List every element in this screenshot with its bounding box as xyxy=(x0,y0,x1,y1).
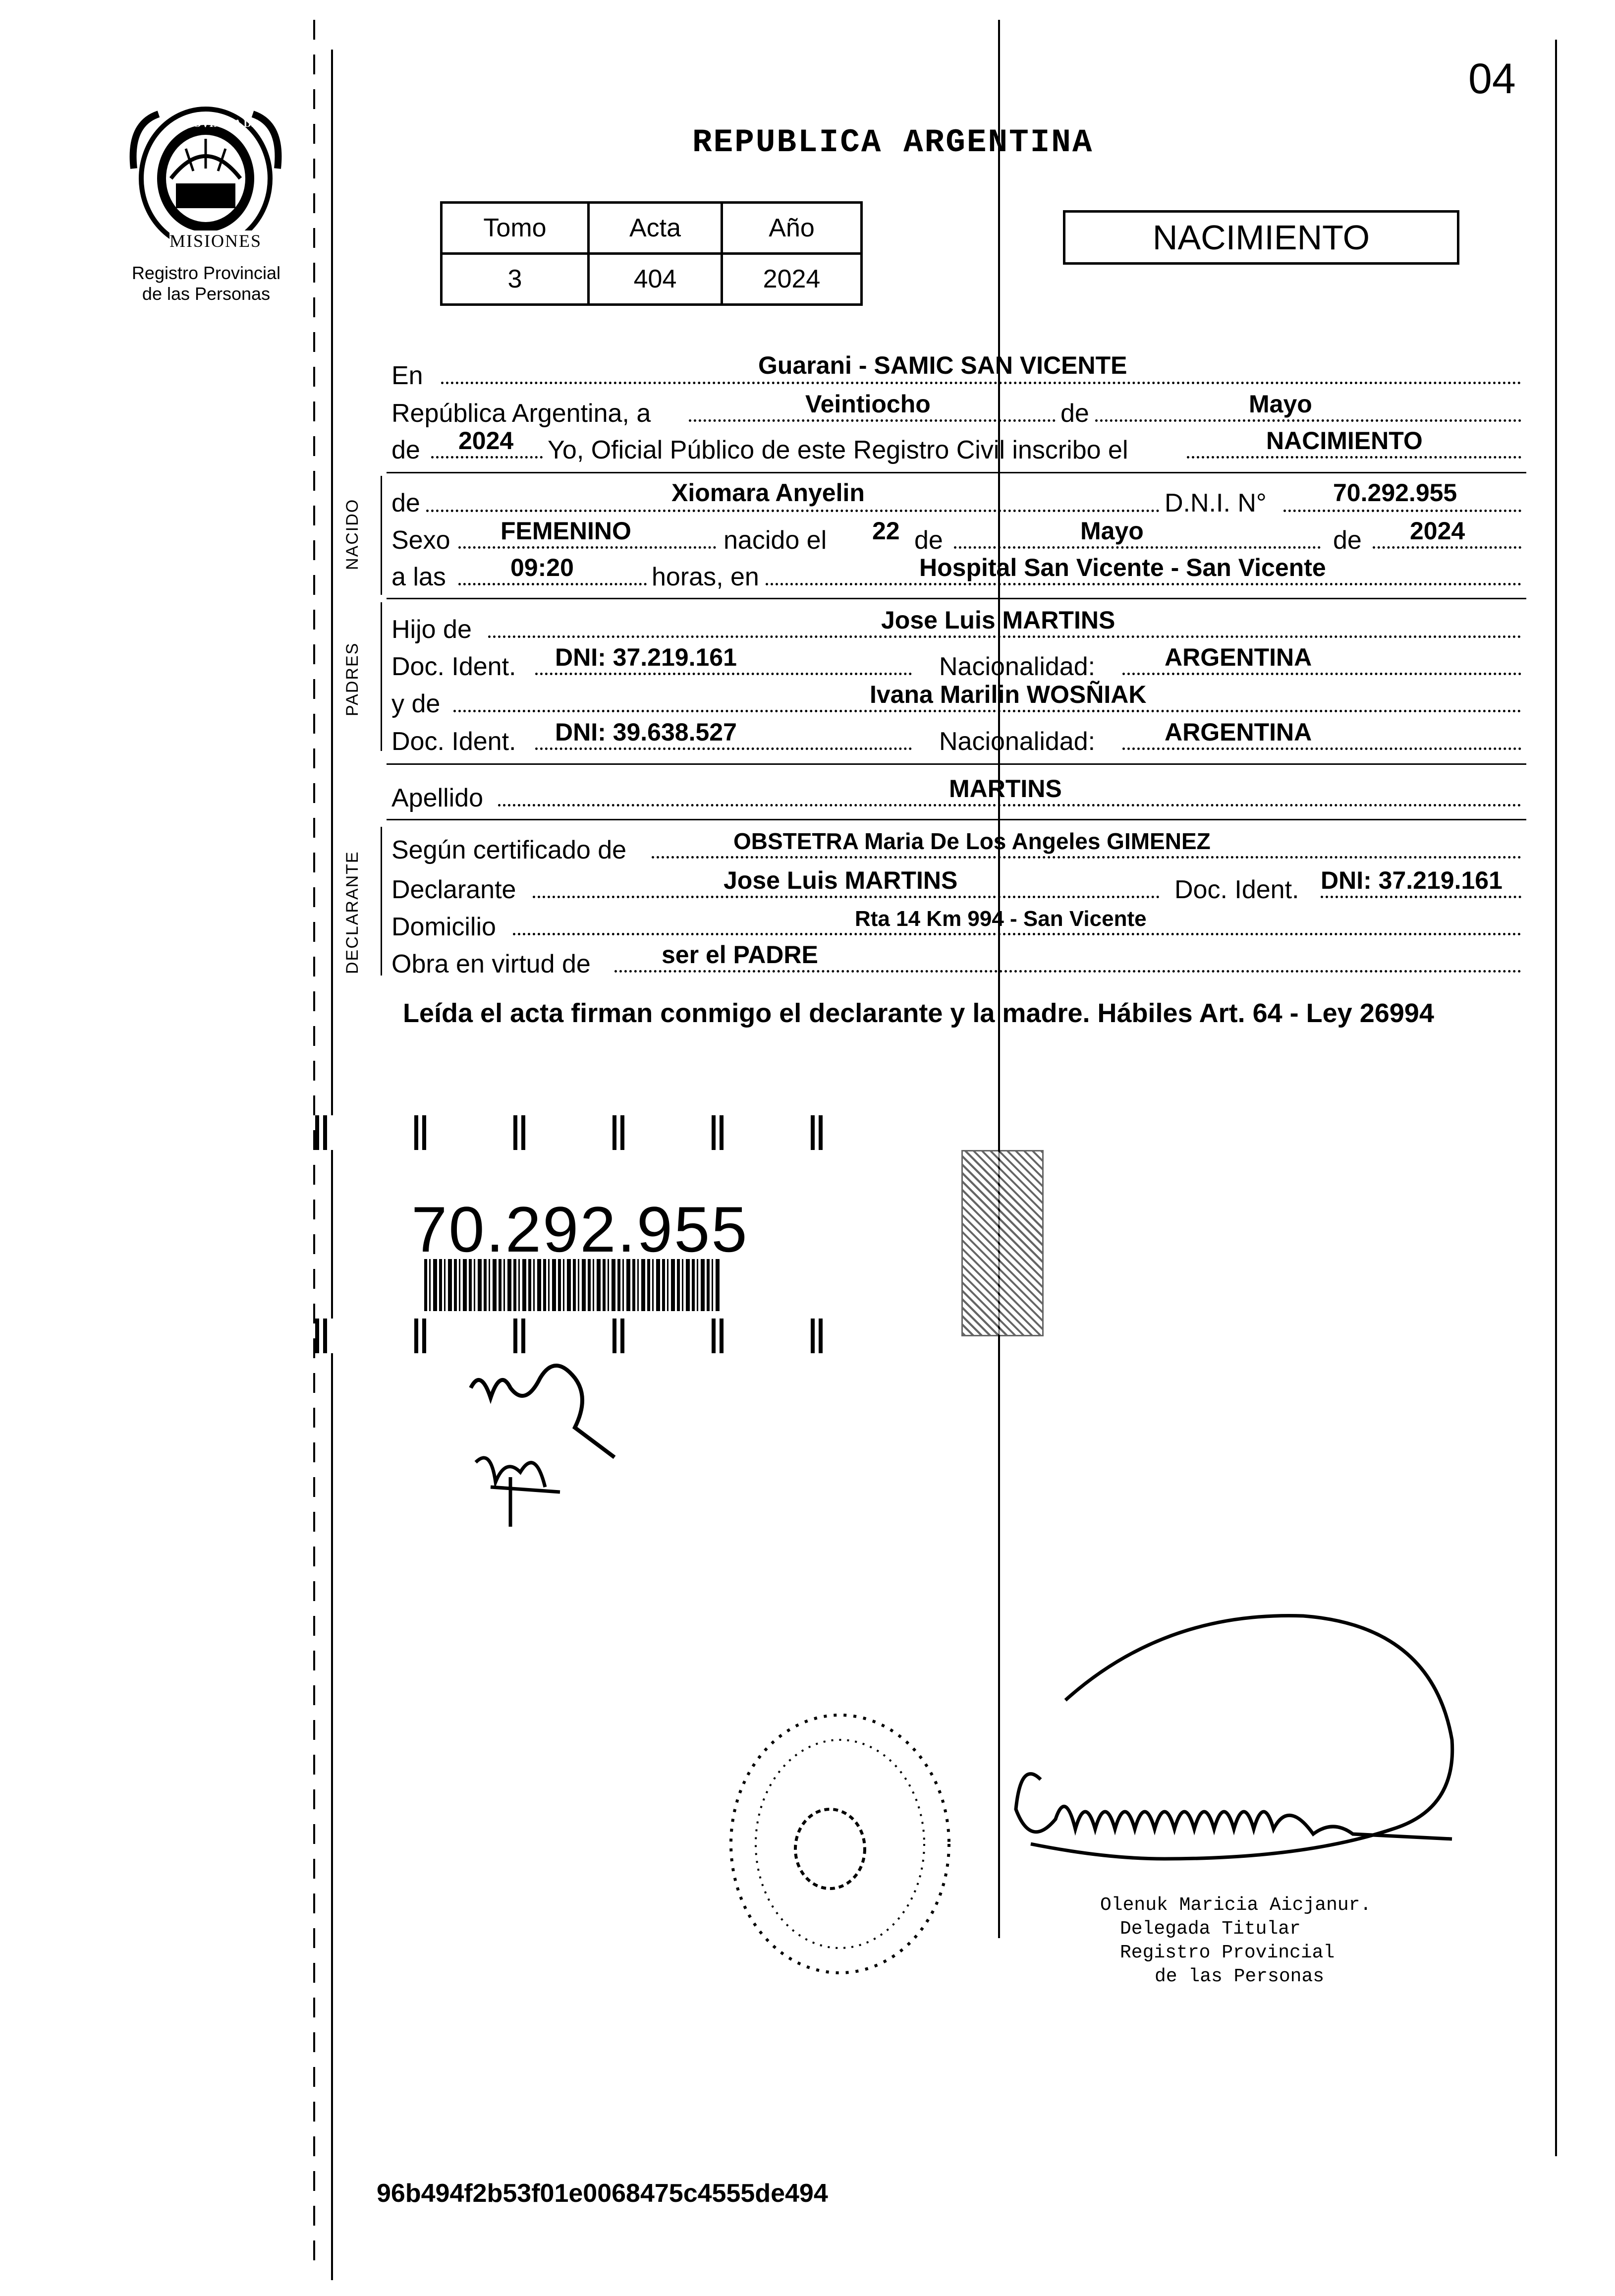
day-value: Veintiocho xyxy=(805,390,931,418)
father-doc-label: Doc. Ident. xyxy=(391,652,516,681)
dni-value: 70.292.955 xyxy=(1333,479,1457,507)
obra-label: Obra en virtud de xyxy=(391,950,591,978)
declarante-label: Declarante xyxy=(391,875,516,904)
mother-nationality-label: Nacionalidad: xyxy=(939,727,1096,756)
value-acta: 404 xyxy=(589,254,722,305)
certificado-value: OBSTETRA Maria De Los Angeles GIMENEZ xyxy=(733,828,1211,854)
year-dots xyxy=(431,456,543,459)
time-dots xyxy=(458,583,647,585)
mother-doc-label: Doc. Ident. xyxy=(391,727,516,756)
day-dots xyxy=(689,419,1056,422)
barcode-icon xyxy=(424,1259,722,1311)
sexo-dots xyxy=(458,546,716,549)
seal-text-bottom: MISIONES xyxy=(169,231,262,251)
place-value: Hospital San Vicente - San Vicente xyxy=(919,554,1326,581)
nacido-name-value: Xiomara Anyelin xyxy=(671,479,865,507)
declarante-doc-dots xyxy=(1321,896,1521,898)
official-stamp-seal xyxy=(721,1705,959,1983)
certificado-label: Según certificado de xyxy=(391,836,627,864)
month-value: Mayo xyxy=(1249,390,1312,418)
declarante-doc-label: Doc. Ident. xyxy=(1174,875,1299,904)
father-name-dots xyxy=(488,635,1521,638)
father-nationality-label: Nacionalidad: xyxy=(939,652,1096,681)
mother-name-value: Ivana Marilin WOSÑIAK xyxy=(870,681,1147,708)
de-label-2: de xyxy=(914,526,943,555)
value-tomo: 3 xyxy=(442,254,589,305)
birth-month-dots xyxy=(954,546,1321,549)
dni-label: D.N.I. N° xyxy=(1165,489,1267,517)
value-anio: 2024 xyxy=(722,254,862,305)
en-label: En xyxy=(391,361,423,390)
header-anio: Año xyxy=(722,203,862,254)
mother-doc-dots xyxy=(535,747,912,750)
logo-caption-line2: de las Personas xyxy=(142,284,271,304)
official-registry: Registro Provincial xyxy=(1120,1942,1335,1963)
inscribo-dots xyxy=(1187,456,1521,459)
a-las-label: a las xyxy=(391,563,446,591)
record-table xyxy=(440,201,863,306)
dni-dots xyxy=(1283,510,1521,512)
sticker-number: 70.292.955 xyxy=(411,1193,749,1265)
yo-label: Yo, Oficial Público de este Registro Civil inscribo el xyxy=(548,436,1128,464)
seal-text-top: PROVINCIA DE xyxy=(178,117,259,129)
mother-nationality-dots xyxy=(1122,747,1521,750)
apellido-label: Apellido xyxy=(391,784,484,812)
nacido-section-label: NACIDO xyxy=(343,498,362,570)
time-value: 09:20 xyxy=(510,554,574,581)
obra-value: ser el PADRE xyxy=(662,941,818,969)
y-de-label: y de xyxy=(391,689,441,718)
birth-day-value: 22 xyxy=(872,517,900,545)
place-dots xyxy=(766,583,1521,585)
declarante-dots xyxy=(533,896,1160,898)
nacido-bracket xyxy=(381,476,382,595)
birth-month-value: Mayo xyxy=(1080,517,1144,545)
father-doc-dots xyxy=(535,673,912,675)
horas-en-label: horas, en xyxy=(652,563,759,591)
father-nationality-value: ARGENTINA xyxy=(1165,643,1312,671)
header-acta: Acta xyxy=(589,203,722,254)
logo-caption xyxy=(117,263,295,304)
right-margin-line xyxy=(1555,40,1557,2156)
nacido-name-dots xyxy=(426,510,1160,512)
obra-dots xyxy=(614,970,1521,973)
sticker-bottom-band xyxy=(315,1319,902,1353)
document-hash: 96b494f2b53f01e0068475c4555de494 xyxy=(377,2179,828,2208)
mother-nationality-value: ARGENTINA xyxy=(1165,718,1312,746)
divider-nacido xyxy=(387,598,1526,599)
father-name-value: Jose Luis MARTINS xyxy=(881,606,1115,634)
page-title: REPUBLICA ARGENTINA xyxy=(692,124,1094,161)
record-type-box: NACIMIENTO xyxy=(1063,210,1459,265)
nacido-de-label: de xyxy=(391,489,420,517)
apellido-value: MARTINS xyxy=(949,775,1062,803)
declarante-value: Jose Luis MARTINS xyxy=(724,866,958,894)
legal-text: Leída el acta firman conmigo el declarante y la madre. Hábiles Art. 64 - Ley 26994 xyxy=(403,998,1434,1028)
official-signature xyxy=(956,1601,1492,1908)
security-hologram-icon xyxy=(961,1150,1044,1336)
certificado-dots xyxy=(652,856,1521,859)
padres-bracket xyxy=(381,602,382,751)
header-tomo: Tomo xyxy=(442,203,589,254)
divider-padres xyxy=(387,763,1526,765)
sticker-top-band xyxy=(315,1115,902,1150)
declarante-doc-value: DNI: 37.219.161 xyxy=(1321,866,1503,894)
domicilio-value: Rta 14 Km 994 - San Vicente xyxy=(855,907,1147,931)
official-registry-2: de las Personas xyxy=(1155,1966,1325,1987)
declarant-signature xyxy=(461,1358,629,1537)
apellido-dots xyxy=(498,804,1521,806)
mother-doc-value: DNI: 39.638.527 xyxy=(555,718,737,746)
divider-intro xyxy=(387,472,1526,473)
year-value: 2024 xyxy=(458,427,514,455)
de2-label: de xyxy=(391,436,420,464)
logo-caption-line1: Registro Provincial xyxy=(131,263,281,283)
padres-section-label: PADRES xyxy=(343,642,362,716)
republica-label: República Argentina, a xyxy=(391,399,651,428)
en-value: Guarani - SAMIC SAN VICENTE xyxy=(758,351,1127,379)
sexo-label: Sexo xyxy=(391,526,450,555)
birth-year-dots xyxy=(1373,546,1521,549)
father-doc-value: DNI: 37.219.161 xyxy=(555,643,737,671)
page-number: 04 xyxy=(1468,55,1516,103)
inscribo-value: NACIMIENTO xyxy=(1266,427,1423,455)
declarante-bracket xyxy=(381,827,382,976)
birth-year-value: 2024 xyxy=(1410,517,1465,545)
mother-name-dots xyxy=(453,710,1521,712)
de-label-3: de xyxy=(1333,526,1362,555)
official-name: Olenuk Maricia Aicjanur. xyxy=(1100,1894,1372,1916)
hijo-de-label: Hijo de xyxy=(391,615,472,644)
official-role: Delegada Titular xyxy=(1120,1918,1301,1940)
domicilio-label: Domicilio xyxy=(391,913,496,941)
province-seal-logo xyxy=(124,104,287,258)
father-nationality-dots xyxy=(1122,673,1521,675)
sexo-value: FEMENINO xyxy=(501,517,631,545)
month-dots xyxy=(1095,419,1521,422)
declarante-section-label: DECLARANTE xyxy=(343,851,362,974)
de-label: de xyxy=(1060,399,1089,428)
official-signature-block xyxy=(1100,1894,1371,1989)
divider-apellido xyxy=(387,819,1526,820)
nacido-el-label: nacido el xyxy=(724,526,827,555)
en-dots xyxy=(441,382,1521,384)
